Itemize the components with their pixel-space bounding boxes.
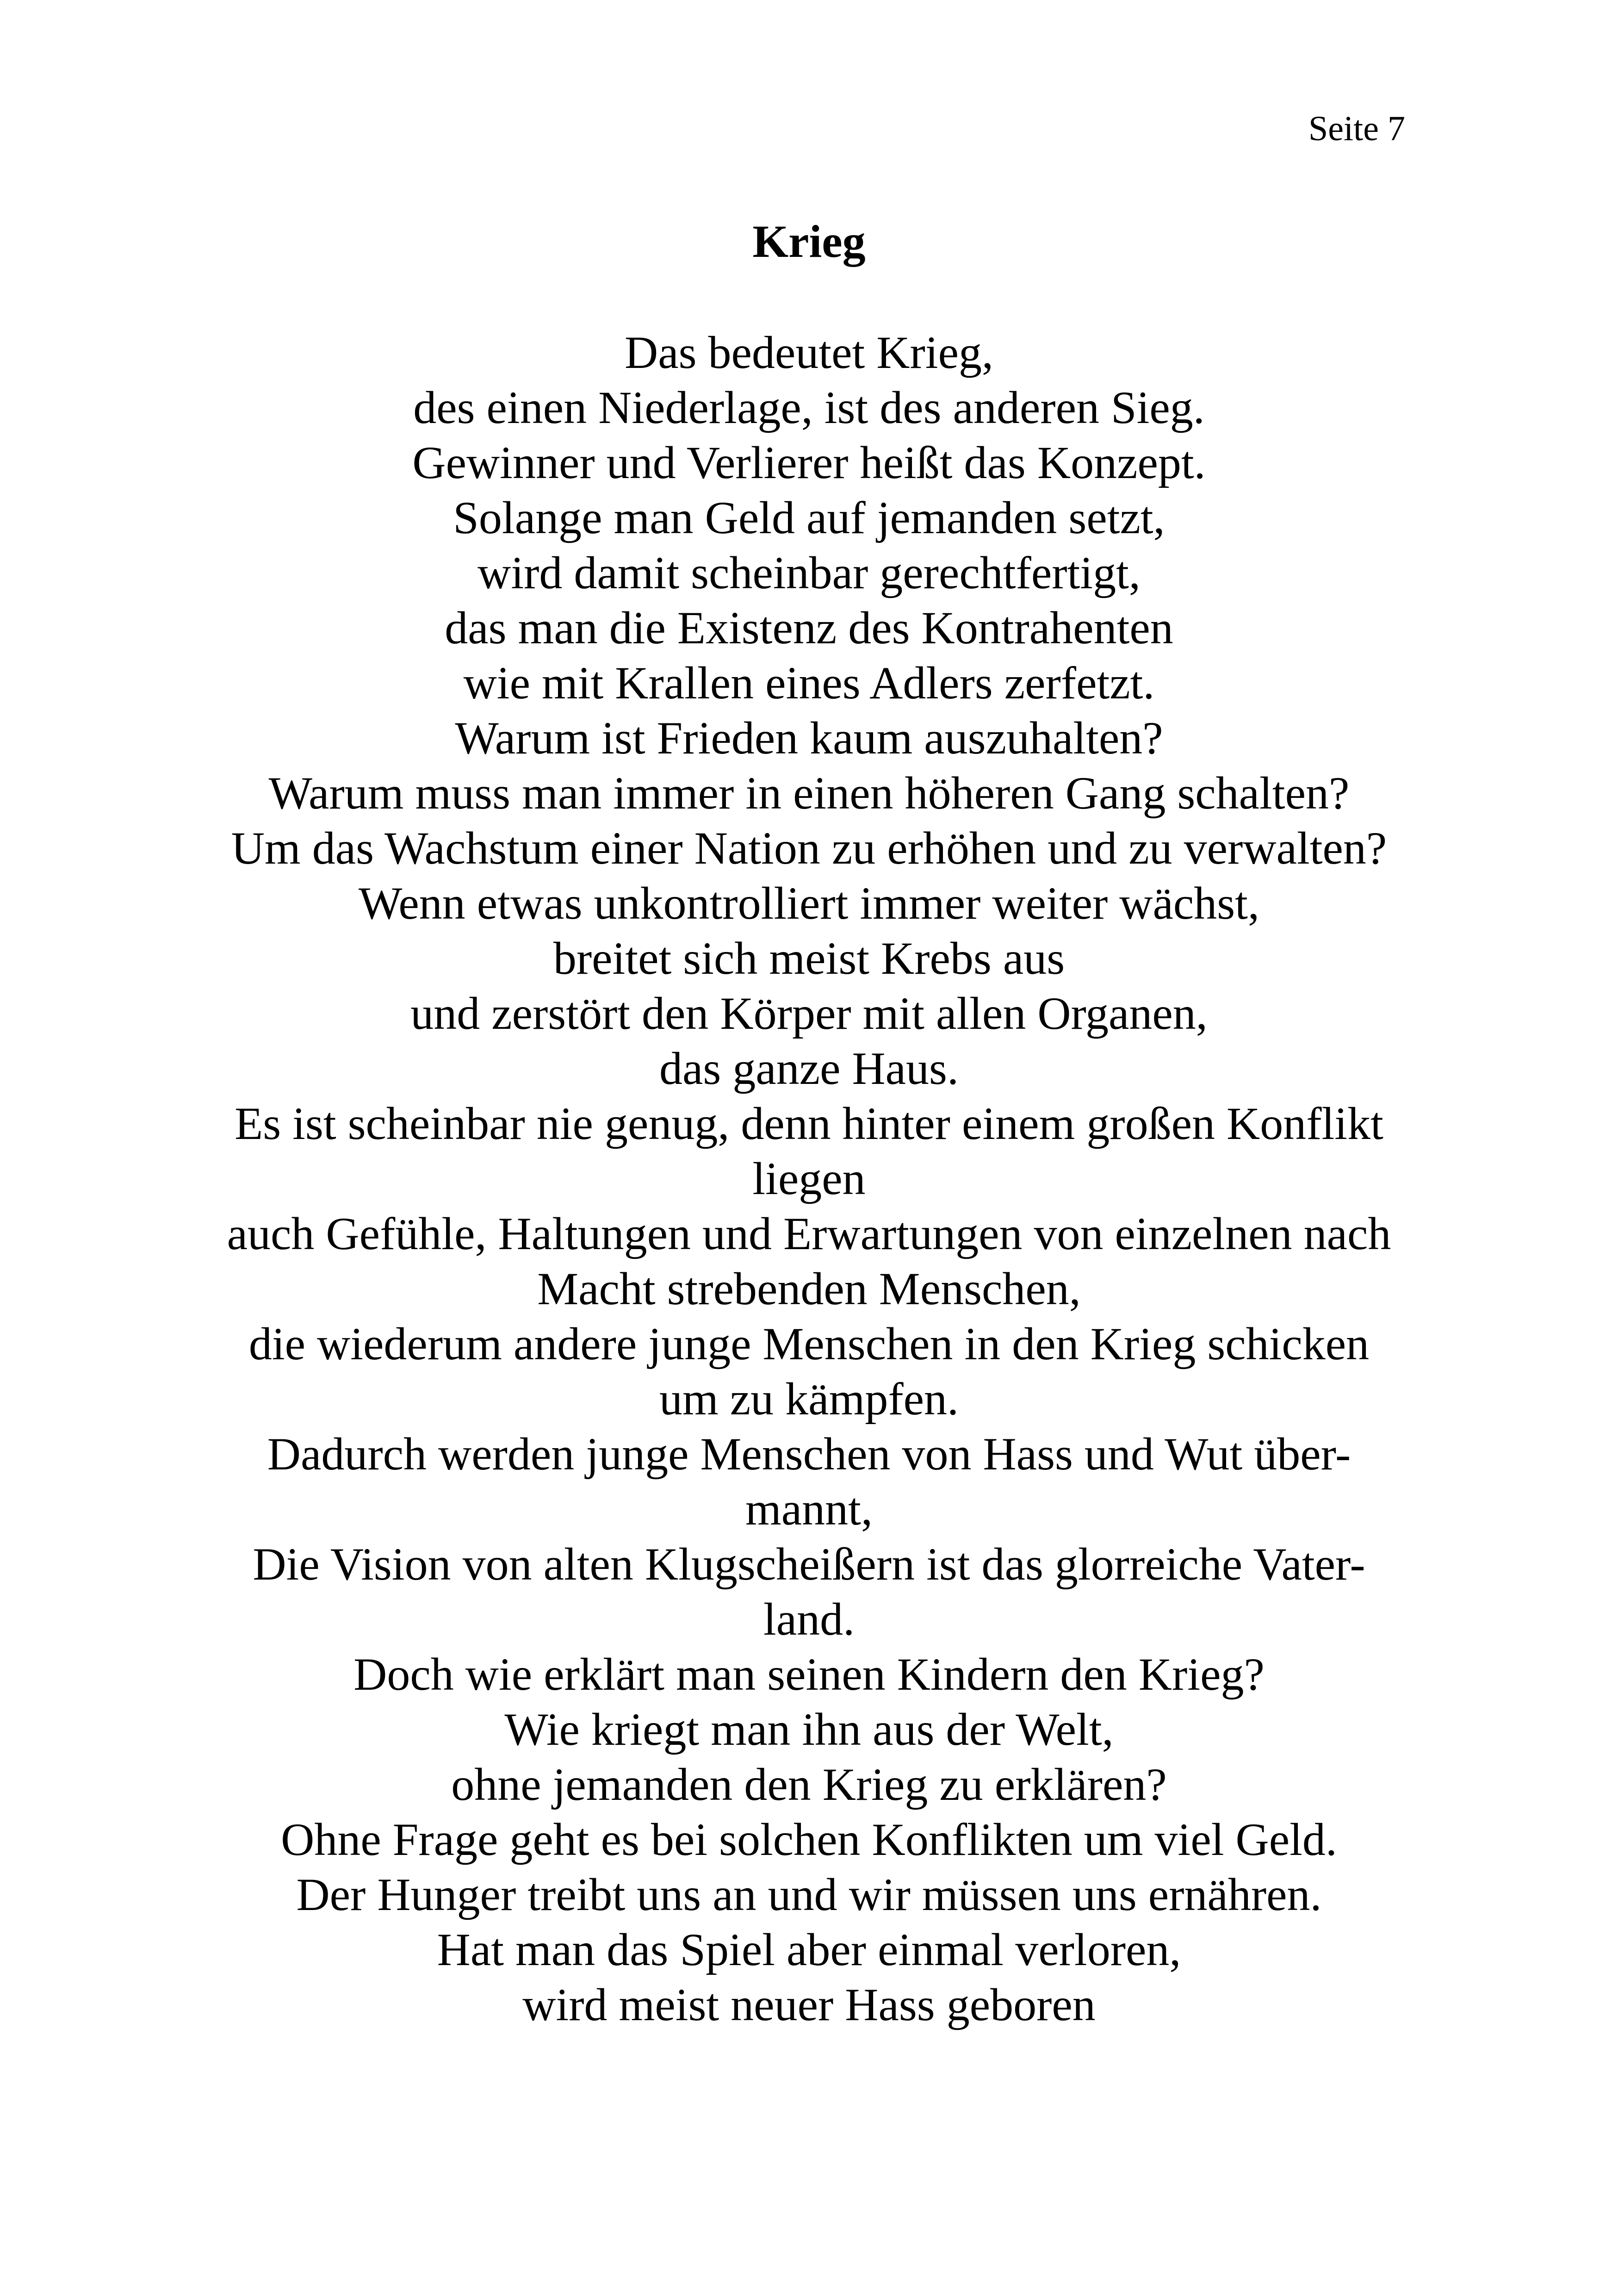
poem-line: mannt, xyxy=(745,1483,873,1535)
poem-body xyxy=(194,325,1424,2032)
poem-line: um zu kämpfen. xyxy=(659,1373,959,1425)
poem-line: Solange man Geld auf jemanden setzt, xyxy=(453,492,1165,543)
poem-line: Die Vision von alten Klugscheißern ist das glorreiche Vater- xyxy=(253,1538,1365,1590)
poem-line: liegen xyxy=(752,1153,866,1204)
poem-line: Der Hunger treibt uns an und wir müssen uns ernähren. xyxy=(296,1869,1322,1920)
poem-line: wird meist neuer Hass geboren xyxy=(522,1979,1096,2030)
page-number: Seite 7 xyxy=(1308,109,1405,148)
poem-line: Macht strebenden Menschen, xyxy=(537,1263,1081,1314)
poem-line: Gewinner und Verlierer heißt das Konzept. xyxy=(412,437,1206,488)
poem-title: Krieg xyxy=(752,216,866,267)
poem-line: und zerstört den Körper mit allen Organen, xyxy=(410,988,1208,1039)
poem-line: Es ist scheinbar nie genug, denn hinter einem großen Konflikt xyxy=(235,1098,1383,1149)
poem-line: land. xyxy=(763,1593,855,1645)
poem-line: Warum muss man immer in einen höheren Gang schalten? xyxy=(268,767,1350,819)
poem-line: das ganze Haus. xyxy=(659,1043,959,1094)
poem-line: wird damit scheinbar gerechtfertigt, xyxy=(477,547,1141,598)
poem-line: Warum ist Frieden kaum auszuhalten? xyxy=(455,712,1163,764)
poem-line: Wenn etwas unkontrolliert immer weiter wächst, xyxy=(359,877,1259,929)
poem-line: das man die Existenz des Kontrahenten xyxy=(445,602,1173,653)
poem-line: wie mit Krallen eines Adlers zerfetzt. xyxy=(463,657,1155,709)
poem-line: ohne jemanden den Krieg zu erklären? xyxy=(451,1759,1167,1810)
poem-line: Das bedeutet Krieg, xyxy=(625,327,993,378)
poem-line: die wiederum andere junge Menschen in den Krieg schicken xyxy=(248,1318,1370,1369)
poem-line: des einen Niederlage, ist des anderen Sieg. xyxy=(413,382,1205,433)
poem-line: breitet sich meist Krebs aus xyxy=(553,933,1065,984)
poem-line: Ohne Frage geht es bei solchen Konflikten um viel Geld. xyxy=(281,1814,1337,1865)
poem-line: Um das Wachstum einer Nation zu erhöhen und zu verwalten? xyxy=(231,822,1387,874)
poem-line: Hat man das Spiel aber einmal verloren, xyxy=(437,1924,1181,1975)
poem-line: Doch wie erklärt man seinen Kindern den Krieg? xyxy=(353,1649,1265,1700)
poem-line: Wie kriegt man ihn aus der Welt, xyxy=(504,1704,1114,1755)
poem-line: Dadurch werden junge Menschen von Hass und Wut über- xyxy=(267,1428,1351,1480)
poem-line: auch Gefühle, Haltungen und Erwartungen von einzelnen nach xyxy=(227,1208,1391,1259)
